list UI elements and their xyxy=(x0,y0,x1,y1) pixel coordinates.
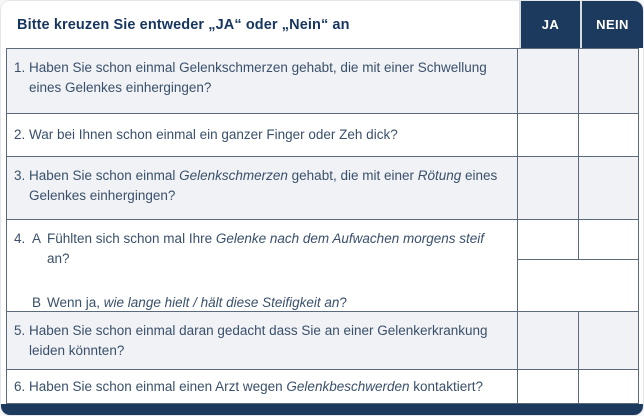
question-segment-italic: Gelenkbeschwerden xyxy=(286,378,410,394)
question-text xyxy=(29,58,509,113)
sub-question-line xyxy=(29,229,509,269)
question-segment: War bei Ihnen schon einmal ein ganzer Finger oder Zeh dick? xyxy=(29,127,398,142)
question-segment-italic: Gelenke nach dem Aufwachen morgens steif xyxy=(215,231,484,246)
question-cell xyxy=(7,370,518,403)
footer-accent-bar xyxy=(1,404,643,415)
question-text xyxy=(29,321,509,369)
question-segment: gehabt, die mit einer xyxy=(287,168,418,183)
ja-checkbox-cell[interactable] xyxy=(518,49,579,113)
question-segment: eines Gelenkes einhergingen? xyxy=(29,168,498,203)
question-segment-italic: wie lange hielt / hält diese Steifigkeit an xyxy=(103,295,340,310)
question-segment-italic: Gelenkschmerzen xyxy=(179,168,288,183)
table-row xyxy=(7,312,638,370)
ja-checkbox-cell[interactable] xyxy=(518,312,579,369)
question-number: 4. xyxy=(14,231,26,246)
questionnaire-instruction: Bitte kreuzen Sie entweder „JA“ oder „Nein“ an xyxy=(17,16,350,33)
question-segment: ? xyxy=(339,295,347,310)
question-number: 2. xyxy=(14,127,26,142)
question-segment: Haben Sie schon einmal Gelenkschmerzen gehabt, die mit einer Schwellung eines Gelenkes einhergingen? xyxy=(29,60,487,95)
table-header-row xyxy=(1,1,643,48)
duration-answer-field[interactable] xyxy=(518,260,638,311)
question-segment-italic: Rötung xyxy=(417,168,462,183)
table-row xyxy=(7,49,638,114)
sub-questions xyxy=(29,229,509,311)
sub-question-letter: A xyxy=(32,231,42,246)
split-answer-cells xyxy=(518,220,638,311)
question-text xyxy=(29,377,509,397)
nein-checkbox-cell[interactable] xyxy=(579,312,638,369)
ja-checkbox-cell[interactable] xyxy=(518,157,579,219)
question-cell xyxy=(7,220,518,311)
sub-question-letter: B xyxy=(32,295,42,310)
column-header-nein: NEIN xyxy=(580,1,643,48)
question-number: 6. xyxy=(14,378,26,394)
question-cell xyxy=(7,157,518,219)
question-cell xyxy=(7,312,518,369)
question-text xyxy=(47,229,509,269)
question-segment: Fühlten sich schon mal Ihre xyxy=(47,231,216,246)
question-number: 3. xyxy=(14,168,26,183)
question-segment: Haben Sie schon einmal daran gedacht dass Sie an einer Gelenkerkrankung leiden könnten? xyxy=(29,323,488,358)
ja-checkbox-cell[interactable] xyxy=(518,220,579,259)
ja-checkbox-cell[interactable] xyxy=(518,370,579,403)
nein-checkbox-cell[interactable] xyxy=(579,49,638,113)
ja-checkbox-cell[interactable] xyxy=(518,114,579,156)
sub-answer-row xyxy=(518,220,638,260)
question-number: 1. xyxy=(14,60,26,75)
question-segment: Haben Sie schon einmal einen Arzt wegen xyxy=(29,378,287,394)
questionnaire-table xyxy=(6,48,639,404)
question-number: 5. xyxy=(14,323,26,338)
question-text xyxy=(47,293,509,313)
table-row xyxy=(7,114,638,157)
table-row xyxy=(7,220,638,312)
nein-checkbox-cell[interactable] xyxy=(579,114,638,156)
nein-checkbox-cell[interactable] xyxy=(579,157,638,219)
question-text xyxy=(29,125,509,145)
question-segment: Wenn ja, xyxy=(47,295,104,310)
nein-checkbox-cell[interactable] xyxy=(579,370,638,403)
question-segment: Haben Sie schon einmal xyxy=(29,168,180,183)
column-header-ja: JA xyxy=(519,1,580,48)
question-segment: kontaktiert? xyxy=(409,378,484,394)
question-cell xyxy=(7,49,518,113)
table-row xyxy=(7,157,638,220)
question-text xyxy=(29,166,509,219)
sub-question-line xyxy=(29,293,509,313)
question-cell xyxy=(7,114,518,156)
question-segment: an? xyxy=(47,251,70,266)
table-row xyxy=(7,370,638,403)
nein-checkbox-cell[interactable] xyxy=(579,220,638,259)
